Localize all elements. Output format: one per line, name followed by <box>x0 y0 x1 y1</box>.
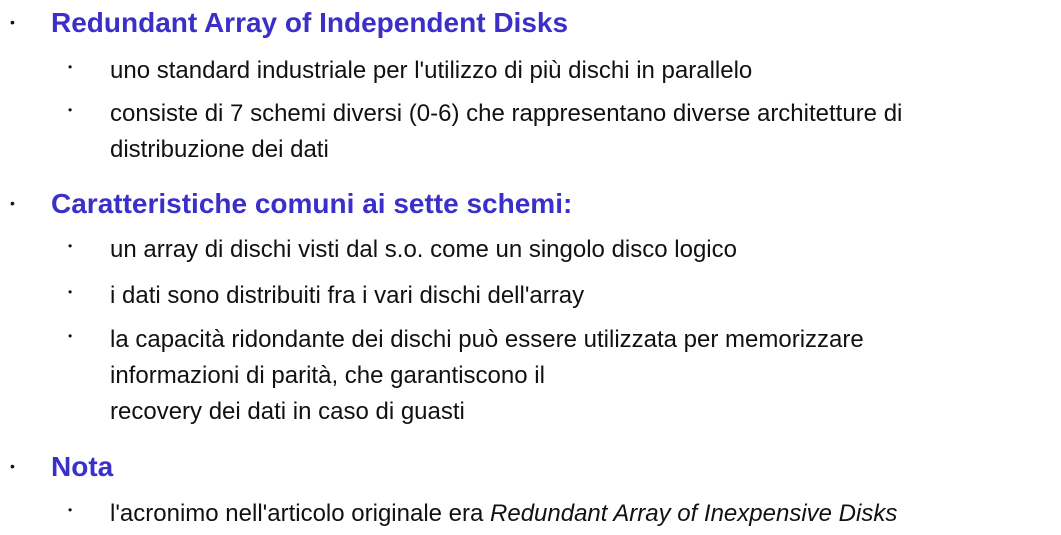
item-line: uno standard industriale per l'utilizzo di più dischi in parallelo <box>110 57 753 84</box>
heading-text: Nota <box>51 451 114 482</box>
bullet-icon: • <box>68 329 73 343</box>
item-text <box>110 232 1055 268</box>
bullet-icon: • <box>68 60 73 74</box>
bullet-icon: • <box>10 458 15 474</box>
item-line: informazioni di parità, che garantiscono il <box>110 362 545 389</box>
item-text <box>110 53 1055 89</box>
item-text <box>110 96 1055 168</box>
item-line <box>110 496 1055 532</box>
item-line: i dati sono distribuiti fra i vari dischi dell'array <box>110 282 585 309</box>
item-line: la capacità ridondante dei dischi può essere utilizzata per memorizzare <box>110 326 864 353</box>
item-text <box>110 322 1055 430</box>
bullet-icon: • <box>68 503 73 517</box>
item-line: un array di dischi visti dal s.o. come un singolo disco logico <box>110 236 737 263</box>
bullet-icon: • <box>10 14 15 30</box>
bullet-icon: • <box>68 239 73 253</box>
item-text <box>110 496 1055 532</box>
bullet-icon: • <box>68 285 73 299</box>
item-text <box>110 278 1055 314</box>
item-line: distribuzione dei dati <box>110 136 329 163</box>
bullet-icon: • <box>10 195 15 211</box>
heading-text: Redundant Array of Independent Disks <box>51 7 569 38</box>
item-line: recovery dei dati in caso di guasti <box>110 398 465 425</box>
item-line: consiste di 7 schemi diversi (0-6) che rappresentano diverse architetture di <box>110 100 903 127</box>
item-prefix: l'acronimo nell'articolo originale era <box>110 500 491 527</box>
bullet-icon: • <box>68 103 73 117</box>
item-italic-term: Redundant Array of Inexpensive Disks <box>490 500 898 527</box>
heading-text: Caratteristiche comuni ai sette schemi: <box>51 188 573 219</box>
